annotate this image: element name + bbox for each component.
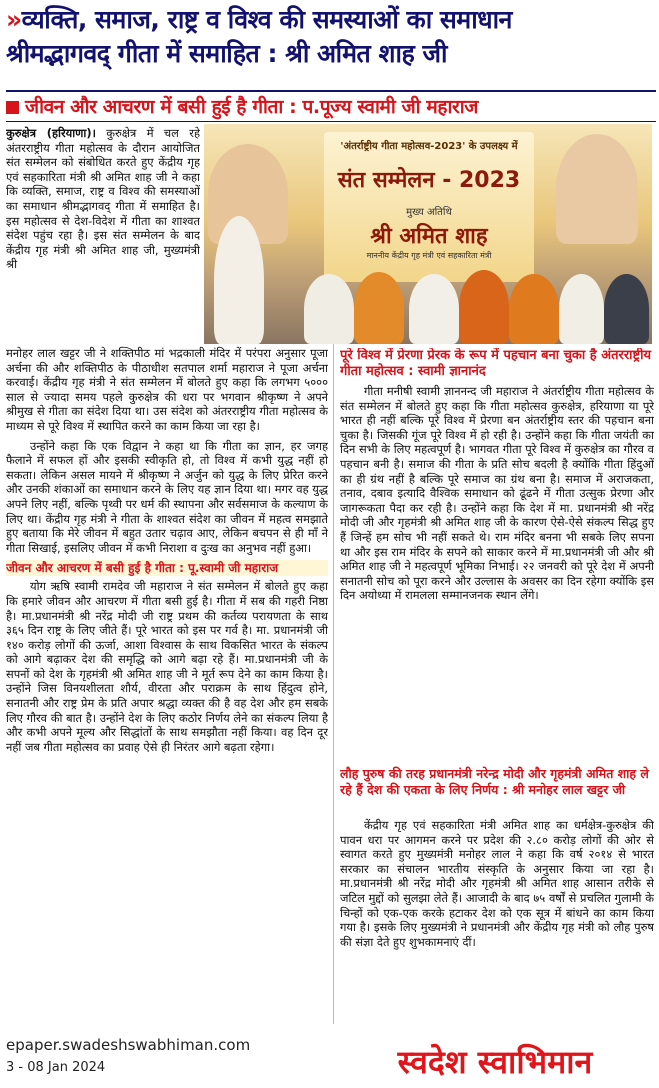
left-paragraph-2: उन्होंने कहा कि एक विद्वान ने कहा था कि गीता का ज्ञान, हर जगह फैलाने में सफल हों और इसकी स्वीकृति हो, तो विश्व में कभी युद्ध नहीं हो सकता। लेकिन असल मायने में श्रीकृष्ण ने अर्जुन को युद्ध के लिए प्रेरित करने और उनकी शंकाओं का समाधान करने के लिए यह ज्ञान दिया था। मगर वह युद्ध अपने लिए नहीं, बल्कि पृथ्वी पर धर्म की स्थापना और सर्वसमाज के कल्याण के लिए था। केंद्रीय गृह मंत्री ने गीता के शाश्वत संदेश का जीवन में महत्व समझाते हुए बताया कि मेरे जीवन में बहुत उतार चढ़ाव आए, लेकिन बचपन से ही माँ ने गीता सिखाई, इसलिए जीवन में कभी निराशा व दुःख का अनुभव नहीं हुआ।: [6, 438, 328, 555]
seated-figure-6: [559, 274, 604, 344]
seated-figure-1: [304, 274, 354, 344]
portrait-right: [556, 134, 638, 244]
seated-figure-5: [509, 274, 559, 344]
subheadline-rule: [6, 121, 656, 122]
right-subhead-1: पूरे विश्व में प्रेरणा प्रेरक के रूप में पहचान बना चुका है अंतरराष्ट्रीय गीता महोत्सव : स्वामी ज्ञानानंद: [340, 348, 652, 379]
left-paragraph-3: योग ऋषि स्वामी रामदेव जी महाराज ने संत सम्मेलन में बोलते हुए कहा कि हमारे जीवन और आचरण में गीता बसी हुई है। गीता में सब की गहरी निष्ठा है। मा.प्रधानमंत्री श्री नरेंद्र मोदी जी राष्ट्र प्रथम की कर्तव्य परायणता के साथ ३६५ दिन राष्ट्र के लिए जीते हैं। पूरे भारत को इस पर गर्व है। मा. प्रधानमंत्री जी १४० करोड़ लोगों की ऊर्जा, आशा विश्वास के साथ विकसित भारत के संकल्प को आगे बढ़ाकर देश की समृद्धि को आगे बढ़ा रहे हैं। मा.प्रधानमंत्री जी के सपनों को देश के गृहमंत्री श्री अमित शाह जी ने मूर्त रूप देने का काम किया है। उन्होंने जिस विनयशीलता शौर्य, वीरता और पराक्रम के साथ हिंदुत्व होने, सनातनी और राष्ट्र प्रेम के प्रति अपार श्रद्धा व्यक्त की है वह देश और हम सबके लिए गौरव की बात है। उन्होंने देश के लिए कठोर निर्णय लेने का संकल्प लिया है और कभी अपने मूल्य और सिद्धांतों के साथ समझौता नहीं किया। वह दिन दूर नहीं जब गीता महोत्सव का प्रवाह ऐसे ही निरंतर आगे बढ़ता रहेगा।: [6, 579, 328, 754]
headline-line-1-text: व्यक्ति, समाज, राष्ट्र व विश्व की समस्याओं का समाधान: [21, 5, 512, 34]
dateline: कुरुक्षेत्र (हरियाणा)।: [6, 126, 96, 140]
left-column: [6, 346, 328, 1036]
left-paragraph-1-top: कुरुक्षेत्र में चल रहे अंतरराष्ट्रीय गीता महोत्सव के दौरान आयोजित संत सम्मेलन को संबोधित करते हुए केंद्रीय गृह एवं सहकारिता मंत्री श्री अमित शाह जी ने कहा कि व्यक्ति, समाज, राष्ट्र व विश्व की समस्याओं का समाधान श्रीमद्भागवद् गीता में समाहित है। इस महोत्सव से देश-विदेश में गीता का शाश्वत संदेश पहुंच रहा है। इस संत सम्मेलन के बाद केंद्रीय गृह मंत्री श्री अमित शाह जी, मुख्यमंत्री श्री: [6, 126, 200, 272]
epaper-url: epaper.swadeshswabhiman.com: [6, 1036, 251, 1054]
event-banner: [324, 132, 534, 282]
left-column-top: [6, 126, 200, 346]
right-subhead-2: लौह पुरुष की तरह प्रधानमंत्री नरेन्द्र मोदी और गृहमंत्री अमित शाह ले रहे हैं देश की एकता के लिए निर्णय : श्री मनोहर लाल खट्टर जी: [340, 766, 649, 797]
speaker-figure: [214, 216, 264, 344]
seated-figure-4: [459, 270, 509, 344]
headline-line-1: [6, 4, 656, 36]
seated-figure-7: [604, 274, 649, 344]
headline-chevron: »: [6, 5, 22, 34]
banner-top-text: 'अंतर्राष्ट्रीय गीता महोत्सव-2023' के उपलक्ष्य में: [340, 141, 518, 152]
seated-figure-3: [409, 274, 459, 344]
left-inline-subhead: जीवन और आचरण में बसी हुई है गीता : पू.स्वामी जी महाराज: [6, 560, 328, 576]
subheadline-text: जीवन और आचरण में बसी हुई है गीता : प.पूज्य स्वामी जी महाराज: [25, 96, 478, 118]
banner-subtitle: माननीय केंद्रीय गृह मंत्री एवं सहकारिता मंत्री: [366, 251, 492, 260]
seated-figure-2: [354, 272, 404, 344]
column-divider: [333, 344, 334, 1024]
subheadline: [6, 94, 656, 120]
newspaper-masthead: स्वदेश स्वाभिमान: [397, 1043, 593, 1081]
headline-rule: [6, 90, 656, 92]
right-paragraph-2: [340, 818, 654, 1034]
right-paragraph-1-text: गीता मनीषी स्वामी ज्ञाननन्द जी महाराज ने अंतर्राष्ट्रीय गीता महोत्सव के संत सम्मेलन में बोलते हुए कहा कि गीता महोत्सव कुरुक्षेत्र, हरियाणा या पूरे भारत ही नहीं बल्कि पूरे विश्व में प्रेरणा बन अंतर्राष्ट्रीय स्तर की पहचान बना चुका है। जिसकी गूंज पूरे विश्व में हो रही है। उन्होंने कहा कि गीता जयंती का दिन सभी के लिए महत्वपूर्ण है। भागवत गीता पूरे विश्व में कुरुक्षेत्र का गौरव व पहचान बनी है। समाज की गीता के प्रति सोच बदली है क्योंकि गीता हिंदुओं का ही ग्रंथ नहीं है बल्कि पूरे समाज का ग्रंथ बना है। समाज में अराजकता, तनाव, दबाव इत्यादि वैश्विक समाधान को ढूंढने में गीता उत्सुक प्रेरणा और जागरूकता पैदा कर रही है। उन्होंने कहा कि देश में मा. प्रधानमंत्री श्री नरेंद्र मोदी जी और गृहमंत्री श्री अमित शाह जी के कारण ऐसे-ऐसे संकल्प सिद्ध हुए हैं जिन्हें हम सोच भी नहीं सकते थे। राम मंदिर बनना भी सबके लिए सपना था और इस राम मंदिर के सपने को साकार करने में मा.प्रधानमंत्री जी और श्री अमित शाह जी ने महत्वपूर्ण भूमिका निभाई। २२ जनवरी को पूरे देश में अपनी सनातनी सोच को पूरा करने और उल्लास के अवसर का दिन रहेगा क्योंकि इस दिन अयोध्या में रामलला सम्मानजनक स्थान लेंगे।: [340, 384, 654, 603]
edition-date: 3 - 08 Jan 2024: [6, 1060, 106, 1075]
square-bullet-icon: [6, 101, 19, 114]
event-photo: [204, 124, 652, 344]
banner-title: संत सम्मेलन - 2023: [337, 168, 521, 193]
right-paragraph-2-text: केंद्रीय गृह एवं सहकारिता मंत्री अमित शाह का धर्मक्षेत्र-कुरुक्षेत्र की पावन धरा पर आगमन करने पर प्रदेश की २.८० करोड़ लोगों की ओर से स्वागत करते हुए मुख्यमंत्री मनोहर लाल ने कहा कि वर्ष २०१४ से भारत सरकार का संचालन भारतीय संस्कृति के अनुसार किया जा रहा है। मा.प्रधानमंत्री श्री नरेंद्र मोदी और गृहमंत्री श्री अमित शाह आसान तरीके से जटिल मुद्दों को सुलझा लेते हैं। आजादी के बाद ७५ वर्षों से प्रचलित गुलामी के चिन्हों को एक-एक करके हटाकर देश को एक सूत्र में बांधने का काम किया गया है। इसके लिए मुख्यमंत्री ने प्रधानमंत्री और केंद्रीय गृह मंत्री को लौह पुरुष की संज्ञा देते हुए शुभकामनाएं दीं।: [340, 818, 654, 949]
banner-guest-label: मुख्य अतिथि: [406, 207, 452, 218]
headline-line-2: श्रीमद्भागवद् गीता में समाहित : श्री अमित शाह जी: [6, 39, 447, 68]
banner-guest-name: श्री अमित शाह: [370, 224, 488, 249]
left-paragraph-1-rest: मनोहर लाल खट्टर जी ने शक्तिपीठ मां भद्रकाली मंदिर में परंपरा अनुसार पूजा अर्चना की और शक्तिपीठ के पीठाधीश सतपाल शर्मा महाराज ने पूजा अर्चना करवाई। केंद्रीय गृह मंत्री ने संत सम्मेलन में बोलते हुए कहा कि लगभग ५००० साल से ज्यादा समय पहले कुरुक्षेत्र की धरा पर भगवान श्रीकृष्ण ने अपने श्रीमुख से गीता का संदेश दिया था। उस संदेश को अंतरराष्ट्रीय गीता महोत्सव के माध्यम से पूरे विश्व में स्थापित करने का काम किया जा रहा है।: [6, 346, 328, 433]
right-paragraph-1: [340, 384, 654, 760]
